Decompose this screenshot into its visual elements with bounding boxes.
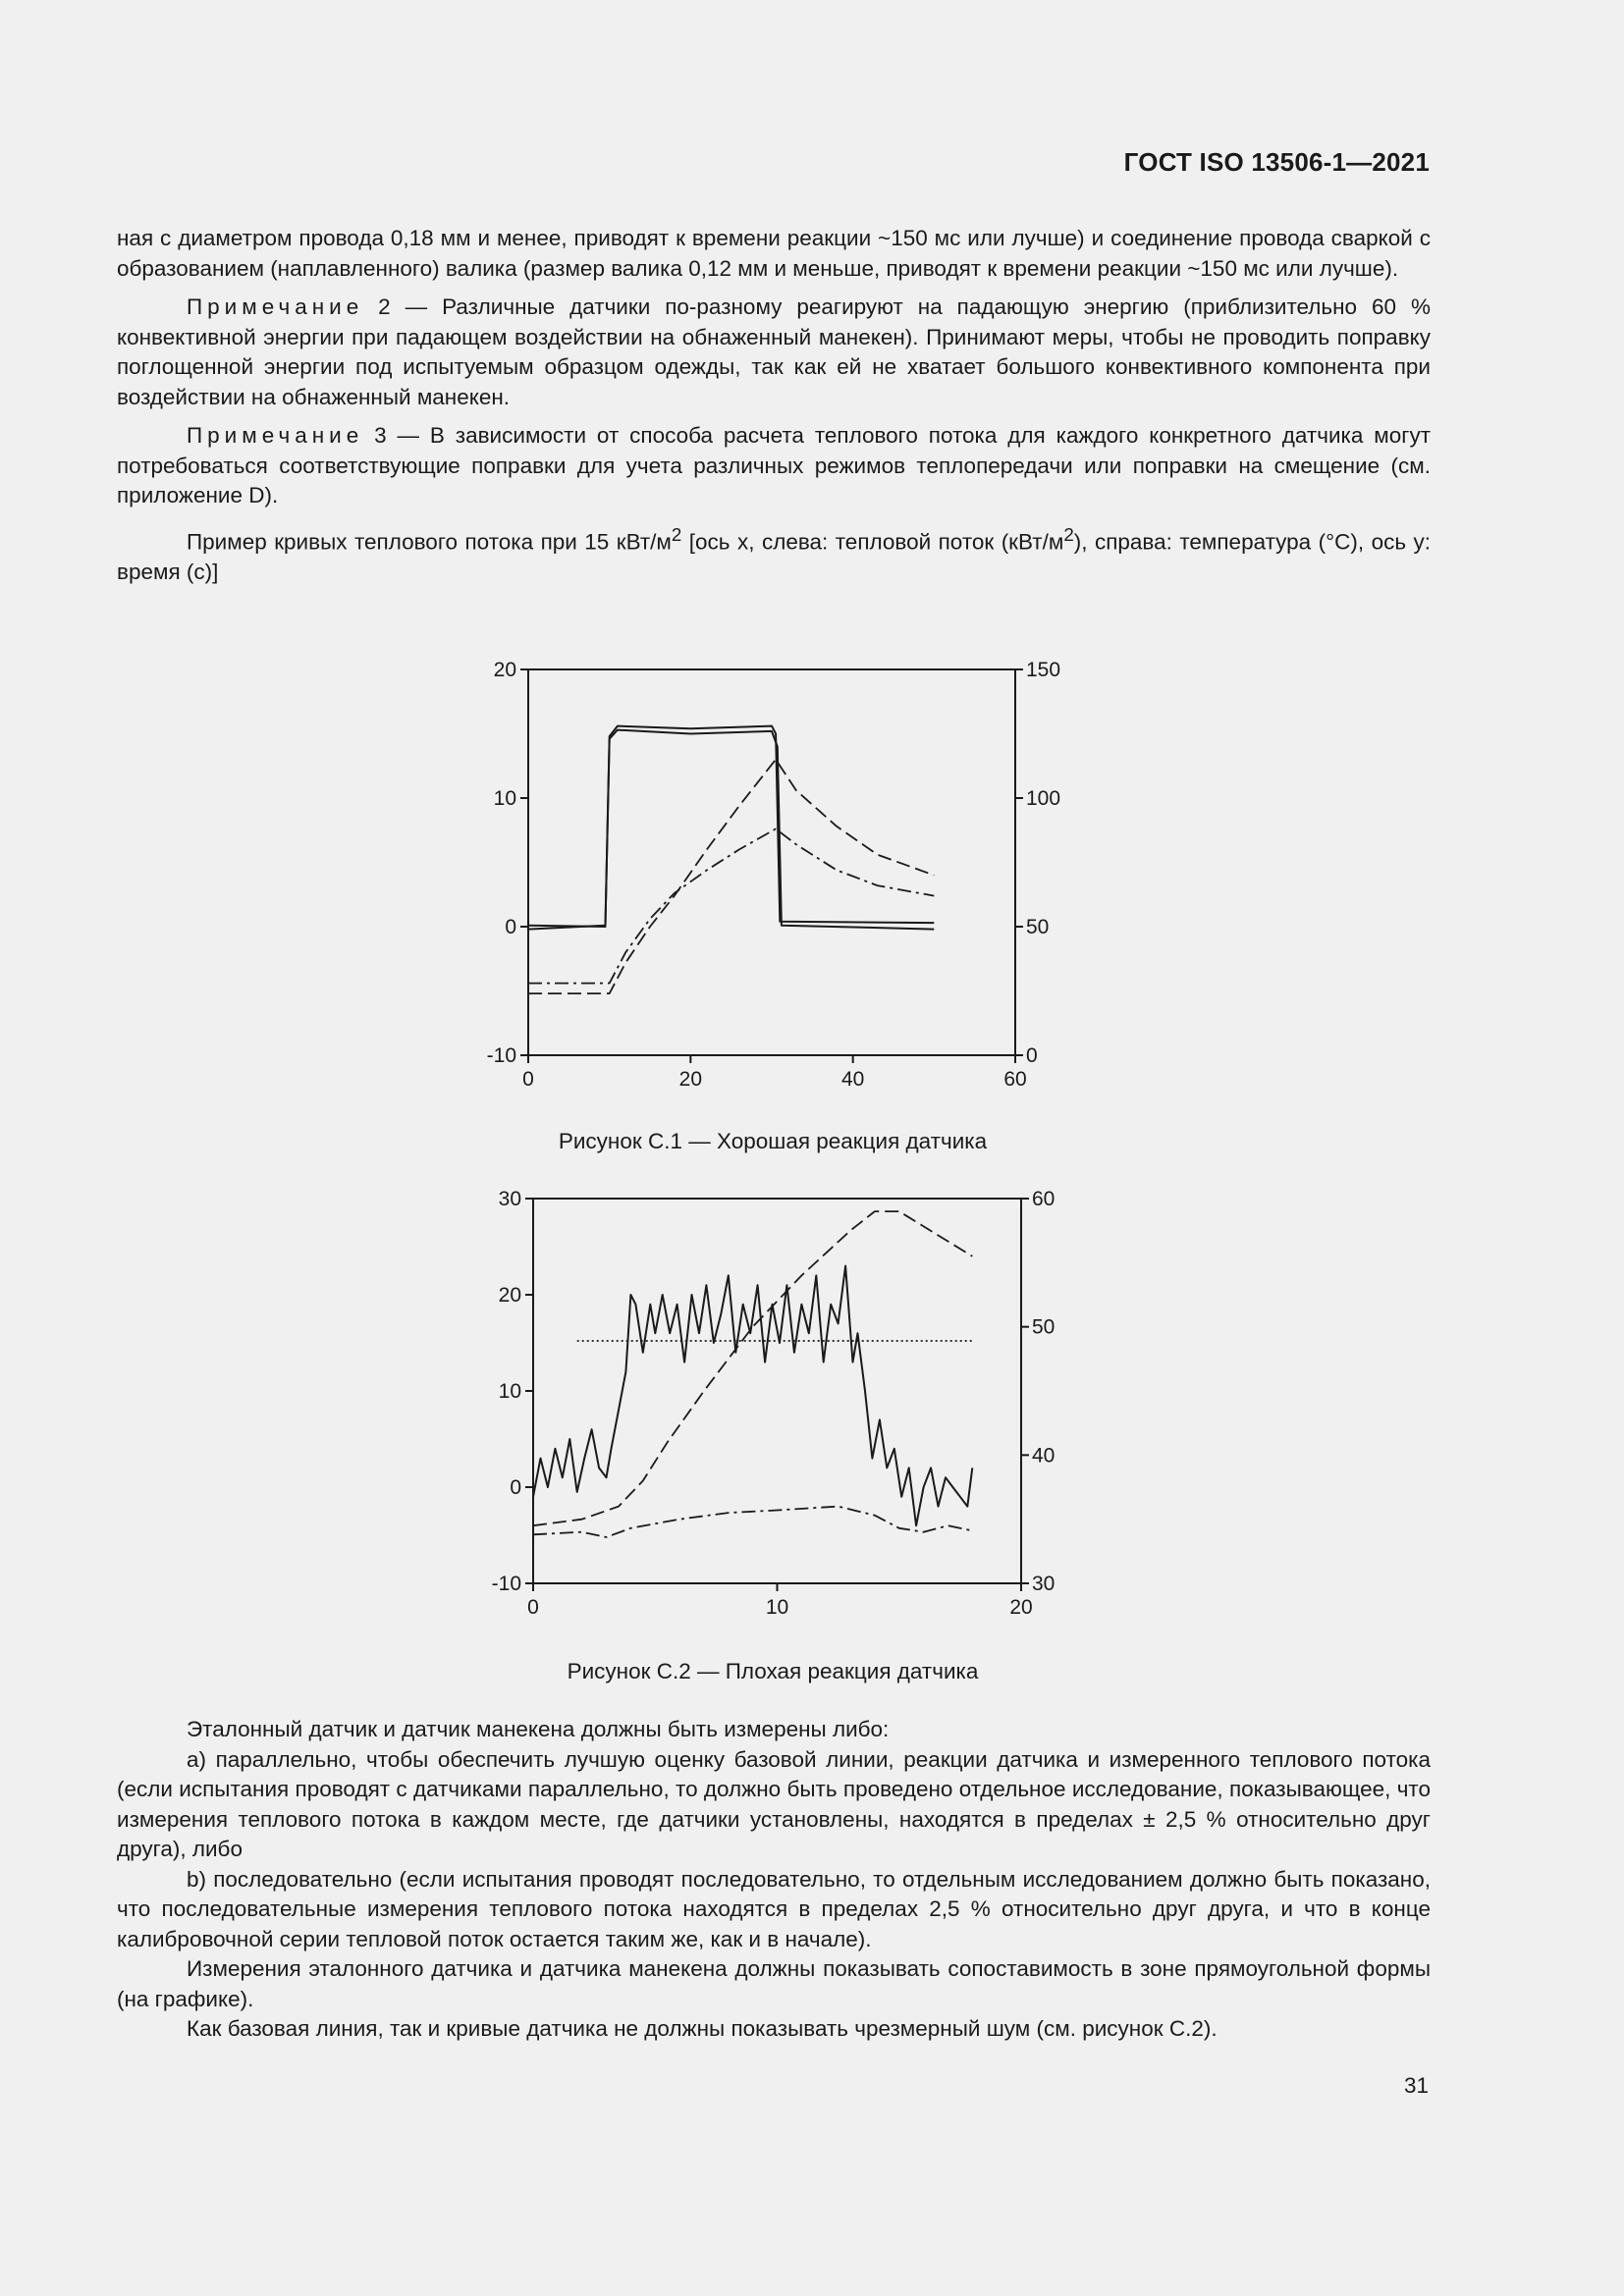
x-tick-label: 10 xyxy=(765,1596,789,1619)
series-line-3 xyxy=(528,760,934,993)
figure-c2-chart xyxy=(0,1176,1624,1637)
figure-c1-chart xyxy=(0,648,1624,1109)
y2-tick-label: 60 xyxy=(1032,1188,1056,1210)
y2-tick-label: 100 xyxy=(1026,787,1061,810)
bottom-text-block xyxy=(117,1715,1431,2045)
top-text-block xyxy=(117,224,1431,587)
x-tick-label: 40 xyxy=(840,1068,865,1091)
figure-c1-caption: Рисунок С.1 — Хорошая реакция датчика xyxy=(558,1129,988,1153)
note-3-label: Примечание xyxy=(187,423,364,448)
x-tick-label: 20 xyxy=(1009,1596,1033,1619)
y2-tick-label: 50 xyxy=(1032,1315,1056,1339)
x-tick-label: 60 xyxy=(1003,1068,1027,1091)
y2-tick-label: 40 xyxy=(1032,1444,1056,1468)
document-header: ГОСТ ISO 13506-1—2021 xyxy=(1123,147,1430,177)
y-tick-label: 10 xyxy=(493,787,516,810)
note-2 xyxy=(117,293,1431,412)
series-line-2 xyxy=(528,730,934,930)
x-tick-label: 0 xyxy=(527,1596,539,1619)
page-number: 31 xyxy=(1403,2073,1429,2098)
note-3-text: 3 — В зависимости от способа расчета теплового потока для каждого конкретного датчика могут потребоваться соответствующие поправки для учета различных режимов теплопередачи или поправки на смещение (см. приложение D). xyxy=(117,423,1431,507)
list-item-b: b) последовательно (если испытания проводят последовательно, то отдельным исследованием должно быть показано, что последовательные измерения теплового потока находятся в пределах 2,5 % относительно друг друга, и что в конце калибровочной серии тепловой поток остается таким же, как и в начале). xyxy=(117,1866,1431,1951)
y-tick-label: -10 xyxy=(491,1573,521,1595)
y-tick-label: 20 xyxy=(498,1284,521,1307)
example-paragraph: Пример кривых теплового потока при 15 кВт/$м^2$ [ось x, слева: тепловой поток $(кВт/м^2)$, справа: температура (°C), ось y: время (с)] xyxy=(117,523,1432,584)
series-line-1 xyxy=(528,726,934,927)
y-tick-label: 0 xyxy=(505,916,516,938)
paragraph-continuation: ная с диаметром провода 0,18 мм и менее, приводят к времени реакции ~150 мс или лучше) и соединение провода сваркой с образованием (наплавленного) валика (размер валика 0,12 мм и меньше, приводят к времени реакции ~150 мс или лучше). xyxy=(117,226,1431,281)
x-tick-label: 0 xyxy=(522,1068,534,1091)
plot-frame xyxy=(533,1199,1021,1583)
y2-tick-label: 30 xyxy=(1032,1573,1056,1595)
paragraph-measurements: Измерения эталонного датчика и датчика манекена должны показывать сопоставимость в зоне прямоугольной формы (на графике). xyxy=(117,1956,1431,2011)
note-3 xyxy=(117,421,1431,511)
paragraph-intro: Эталонный датчик и датчик манекена должны быть измерены либо: xyxy=(187,1717,890,1741)
y-tick-label: 10 xyxy=(498,1380,521,1403)
figure-c2-caption: Рисунок С.2 — Плохая реакция датчика xyxy=(567,1659,979,1683)
y-tick-label: 30 xyxy=(498,1188,521,1210)
list-item-a: а) параллельно, чтобы обеспечить лучшую оценку базовой линии, реакции датчика и измеренного теплового потока (если испытания проводят с датчиками параллельно, то должно быть проведено отдельное исследование, показывающее, что измерения теплового потока в каждом месте, где датчики установлены, находятся в пределах ± 2,5 % относительно друг друга), либо xyxy=(117,1746,1431,1861)
paragraph-noise: Как базовая линия, так и кривые датчика не должны показывать чрезмерный шум (см. рисунок С.2). xyxy=(187,2016,1218,2041)
x-tick-label: 20 xyxy=(678,1068,703,1091)
y2-tick-label: 50 xyxy=(1026,916,1050,938)
series-line-2 xyxy=(533,1266,972,1526)
y-tick-label: -10 xyxy=(486,1044,516,1067)
y-tick-label: 0 xyxy=(510,1476,521,1499)
series-line-4 xyxy=(533,1507,972,1537)
y2-tick-label: 0 xyxy=(1026,1044,1038,1067)
y2-tick-label: 150 xyxy=(1026,659,1061,681)
note-2-label: Примечание xyxy=(187,294,364,319)
y-tick-label: 20 xyxy=(493,659,516,681)
note-2-text: 2 — Различные датчики по-разному реагируют на падающую энергию (приблизительно 60 % конвективной энергии при падающем воздействии на обнаженный манекен). Принимают меры, чтобы не проводить поправку поглощенной энергии под испытуемым образцом одежды, так как ей не хватает большого конвективного компонента при воздействии на обнаженный манекен. xyxy=(117,294,1431,409)
